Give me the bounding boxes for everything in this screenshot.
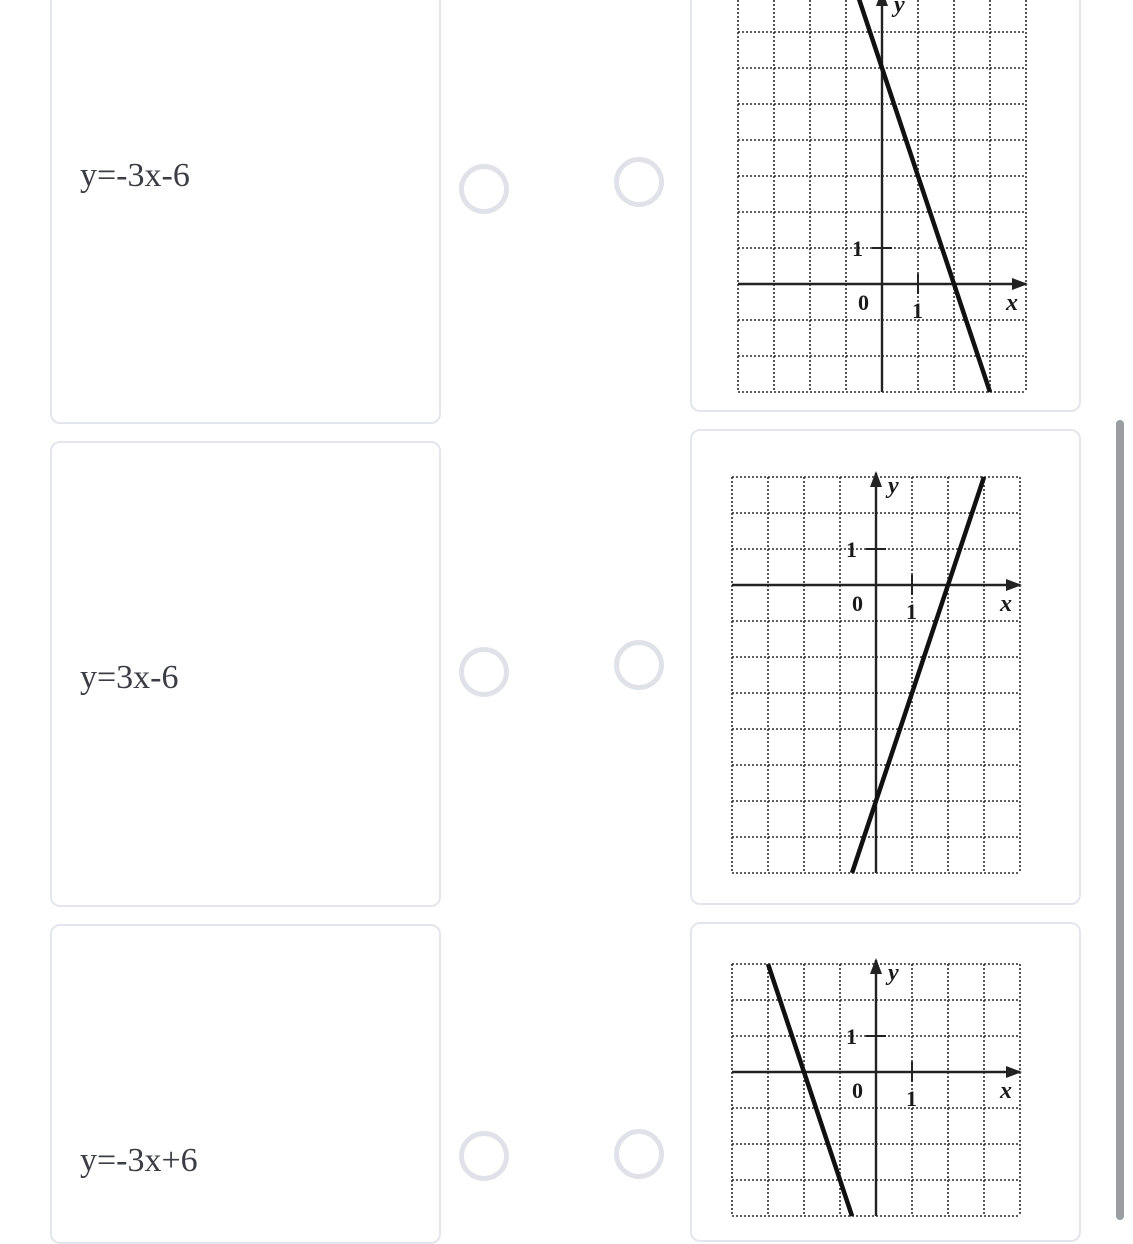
y-tick-label: 1 <box>852 236 863 261</box>
y-axis-label: y <box>888 960 899 986</box>
y-axis-arrow <box>876 0 888 6</box>
x-axis-label: x <box>1000 591 1012 617</box>
equation-card-3 <box>50 924 441 1244</box>
x-tick-label: 1 <box>912 298 923 323</box>
graph-line <box>858 0 990 392</box>
graph-radio-2[interactable] <box>614 640 664 690</box>
x-tick-label: 1 <box>906 1086 917 1111</box>
graph-3 <box>728 960 1028 1220</box>
origin-label: 0 <box>852 591 863 616</box>
origin-label: 0 <box>858 290 869 315</box>
graph-line <box>852 477 984 873</box>
graph-card-2[interactable] <box>690 429 1081 905</box>
equation-label: y=-3x-6 <box>80 157 190 194</box>
y-axis-label: y <box>894 0 905 18</box>
equation-label: y=-3x+6 <box>80 1142 198 1179</box>
x-tick-label: 1 <box>906 599 917 624</box>
y-axis-arrow <box>870 471 882 487</box>
graph-radio-3[interactable] <box>614 1129 664 1179</box>
graph-1 <box>734 0 1032 362</box>
graph-card-3[interactable] <box>690 922 1081 1242</box>
equation-radio-2[interactable] <box>459 647 509 697</box>
graph-2 <box>728 473 1036 868</box>
origin-label: 0 <box>852 1078 863 1103</box>
x-axis-label: x <box>1000 1078 1012 1104</box>
x-axis-label: x <box>1006 290 1018 316</box>
y-tick-label: 1 <box>846 1024 857 1049</box>
equation-label: y=3x-6 <box>80 659 179 696</box>
y-axis-arrow <box>870 958 882 974</box>
graph-card-1[interactable] <box>690 0 1081 412</box>
equation-card-1 <box>50 0 441 424</box>
graph-radio-1[interactable] <box>614 157 664 207</box>
y-tick-label: 1 <box>846 537 857 562</box>
vertical-scrollbar[interactable] <box>1116 420 1124 1220</box>
equation-radio-1[interactable] <box>459 164 509 214</box>
y-axis-label: y <box>888 473 899 499</box>
equation-radio-3[interactable] <box>459 1131 509 1181</box>
equation-card-2 <box>50 441 441 907</box>
